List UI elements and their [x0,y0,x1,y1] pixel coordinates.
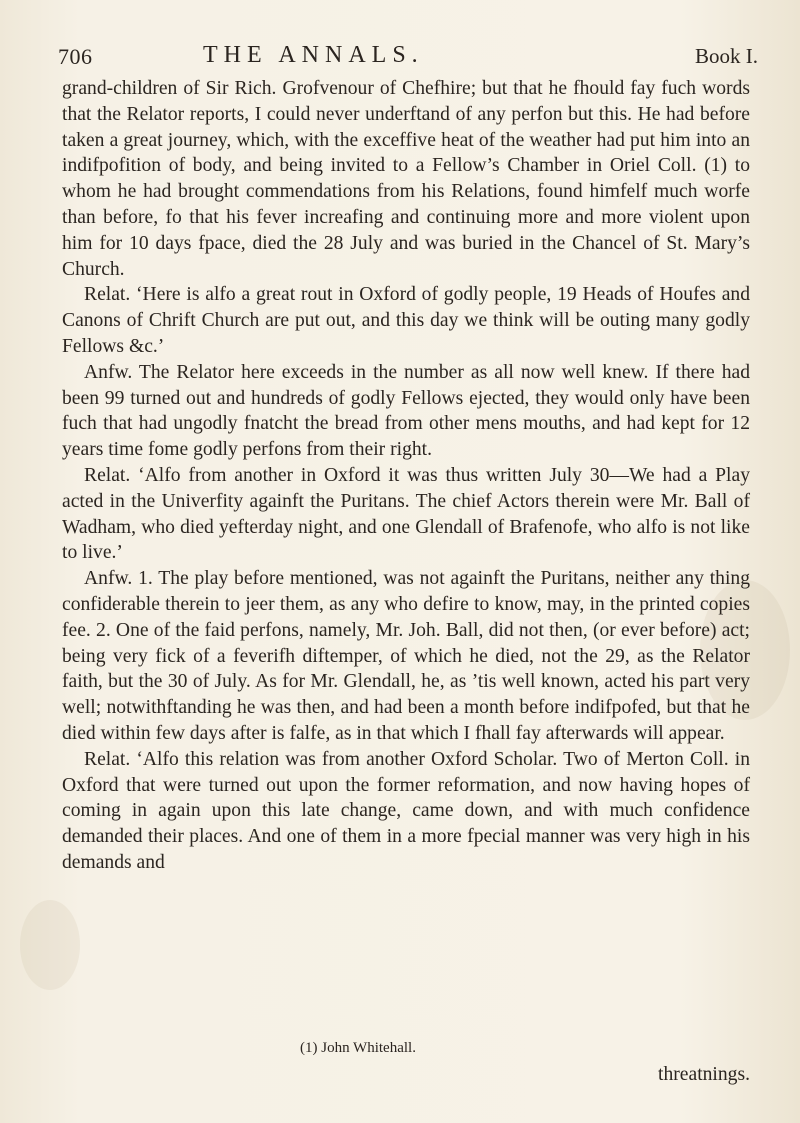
running-head: THE ANNALS. [203,42,424,68]
paragraph: Anfw. The Relator here exceeds in the number as all now well knew. If there had been 99 turned out and hundreds of godly Fellows ejected, they would only have been fuch that had ungodly fnatcht the bread from other mens mouths, and had kept for 12 years time fome godly perfons from their right. [62,361,750,461]
paragraph: Relat. ‘Alfo from another in Oxford it was thus written July 30—We had a Play acted in the Univerfity againft the Puritans. The chief Actors therein were Mr. Ball of Wadham, who died yefterday night, and one Glendall of Brafenofe, who alfo is not like to live.’ [62,464,750,564]
paragraph: Relat. ‘Here is alfo a great rout in Oxford of godly people, 19 Heads of Houfes and Canons of Chrift Church are put out, and this day we think will be outing many godly Fellows &c.’ [62,284,750,357]
paper-stain [20,900,80,990]
book-label: Book I. [695,44,758,68]
page-header [58,42,758,72]
paragraph: Relat. ‘Alfo this relation was from another Oxford Scholar. Two of Merton Coll. in Oxford that were turned out upon the former reformation, and now having hopes of coming in again upon this late change, came down, and with much confidence demanded their places. And one of them in a more fpecial manner was very high in his demands and [62,748,750,873]
paragraph: grand-children of Sir Rich. Grofvenour of Chefhire; but that he fhould fay fuch words that the Relator reports, I could never underftand of any perfon but this. He had before taken a great journey, which, with the exceffive heat of the weather had put him into an indifpofition of body, and being invited to a Fellow’s Chamber in Oriel Coll. (1) to whom he had brought commendations from his Relations, found himfelf much worfe than before, fo that his fever increafing and continuing more and more violent upon him for 10 days fpace, died the 28 July and was buried in the Chancel of St. Mary’s Church. [62,78,750,280]
footnote: (1) John Whitehall. [300,1040,416,1056]
page-number: 706 [58,44,93,69]
paragraph: Anfw. 1. The play before mentioned, was not againft the Puritans, neither any thing confiderable therein to jeer them, as any who defire to know, may, in the printed copies fee. 2. One of the faid perfons, namely, Mr. Joh. Ball, did not then, (or ever before) act; being very fick of a feverifh diftemper, of which he died, not the 29, as the Relator faith, but the 30 of July. As for Mr. Glendall, he, as ’tis well known, acted his part very well; notwithftanding he was then, and had been a month before indifpofed, but that he died within few days after is falfe, as in that which I fhall fay afterwards will appear. [62,568,750,744]
body-text [62,76,750,876]
catchword: threatnings. [658,1064,750,1085]
